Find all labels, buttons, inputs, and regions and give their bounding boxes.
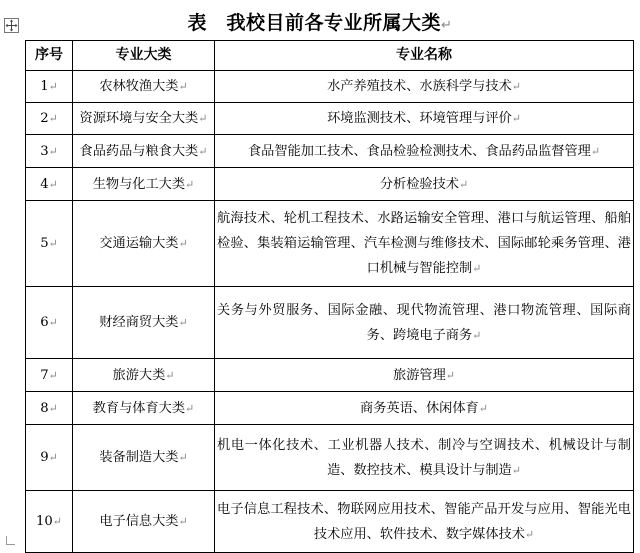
row-no-cell[interactable] xyxy=(26,168,73,201)
table-row xyxy=(26,168,634,201)
paragraph-mark-icon: ↵ xyxy=(48,451,58,464)
paragraph-mark-icon: ↵ xyxy=(48,401,58,415)
paragraph-mark-icon: ↵ xyxy=(441,18,453,33)
row-majors-cell[interactable] xyxy=(215,287,634,359)
row-no-cell[interactable] xyxy=(26,71,73,103)
row-category-cell[interactable] xyxy=(73,103,215,135)
row-category-cell[interactable] xyxy=(73,359,215,392)
paragraph-mark-icon: ↵ xyxy=(178,237,188,250)
paragraph-mark-icon: ↵ xyxy=(185,401,195,415)
table-row xyxy=(26,201,634,287)
row-no-cell[interactable] xyxy=(26,491,73,553)
row-category-text: 交通运输大类 xyxy=(99,236,179,251)
row-no-text: 9 xyxy=(40,450,49,465)
paragraph-mark-icon: ↵ xyxy=(48,368,58,382)
row-no-text: 10 xyxy=(36,514,53,529)
paragraph-mark-icon: ↵ xyxy=(48,144,58,158)
row-majors-cell[interactable] xyxy=(215,392,634,425)
row-majors-cell[interactable] xyxy=(215,201,634,287)
paragraph-mark-icon: ↵ xyxy=(178,80,188,93)
row-no-text: 7 xyxy=(40,367,49,383)
header-majors[interactable]: 专业名称 xyxy=(215,41,634,71)
row-category-cell[interactable] xyxy=(73,392,215,425)
row-category-text: 资源环境与安全大类 xyxy=(79,111,199,126)
paragraph-mark-icon: ↵ xyxy=(524,527,535,541)
paragraph-mark-icon: ↵ xyxy=(478,401,488,415)
paragraph-mark-icon: ↵ xyxy=(178,451,188,464)
row-majors-cell[interactable] xyxy=(215,135,634,168)
row-no-cell[interactable] xyxy=(26,201,73,287)
table-body xyxy=(26,71,634,553)
row-majors-text: 旅游管理 xyxy=(393,367,446,383)
row-category-text: 电子信息大类 xyxy=(99,514,179,529)
row-no-cell[interactable] xyxy=(26,103,73,135)
header-no[interactable]: 序号 xyxy=(26,41,73,71)
row-no-text: 2 xyxy=(40,111,49,126)
row-no-text: 6 xyxy=(40,315,49,330)
paragraph-mark-icon: ↵ xyxy=(198,112,208,125)
row-category-text: 农林牧渔大类 xyxy=(99,79,179,94)
row-majors-text: 机电一体化技术、工业机器人技术、制冷与空调技术、机械设计与制造、数控技术、模具设计与制造 xyxy=(217,437,631,478)
row-category-cell[interactable] xyxy=(73,425,215,491)
title-text: 表 我校目前各专业所属大类 xyxy=(187,12,442,34)
row-category-cell[interactable] xyxy=(73,168,215,201)
row-category-text: 生物与化工大类 xyxy=(92,176,186,192)
paragraph-mark-icon: ↵ xyxy=(48,177,58,191)
row-category-text: 食品药品与粮食大类 xyxy=(79,143,199,159)
paragraph-mark-icon: ↵ xyxy=(472,262,482,275)
paragraph-mark-icon: ↵ xyxy=(48,80,58,93)
row-no-cell[interactable] xyxy=(26,392,73,425)
row-majors-cell[interactable] xyxy=(215,425,634,491)
table-row xyxy=(26,103,634,135)
row-majors-text: 水产养殖技术、水族科学与技术 xyxy=(327,79,512,94)
row-no-cell[interactable] xyxy=(26,135,73,168)
row-no-cell[interactable] xyxy=(26,359,73,392)
row-no-text: 1 xyxy=(40,79,49,94)
majors-table xyxy=(25,40,634,553)
paragraph-mark-icon: ↵ xyxy=(511,112,521,125)
row-category-cell[interactable] xyxy=(73,287,215,359)
paragraph-mark-icon: ↵ xyxy=(165,368,175,382)
row-majors-text: 关务与外贸服务、国际金融、现代物流管理、港口物流管理、国际商务、跨境电子商务 xyxy=(217,302,631,343)
row-no-text: 5 xyxy=(40,236,49,251)
paragraph-mark-icon: ↵ xyxy=(48,316,58,329)
table-header-row xyxy=(26,41,634,71)
row-majors-cell[interactable] xyxy=(215,359,634,392)
row-majors-text: 电子信息工程技术、物联网应用技术、智能产品开发与应用、智能光电技术应用、软件技术、数字媒体技术 xyxy=(217,501,631,542)
paragraph-mark-icon: ↵ xyxy=(511,80,521,93)
row-category-text: 教育与体育大类 xyxy=(92,400,186,416)
row-no-text: 3 xyxy=(40,143,49,159)
row-no-cell[interactable] xyxy=(26,287,73,359)
row-category-text: 装备制造大类 xyxy=(99,450,179,465)
row-majors-text: 商务英语、休闲体育 xyxy=(360,400,479,416)
row-category-text: 财经商贸大类 xyxy=(99,315,179,330)
paragraph-mark-icon: ↵ xyxy=(198,144,208,158)
paragraph-mark-icon: ↵ xyxy=(590,144,601,158)
row-majors-text: 环境监测技术、环境管理与评价 xyxy=(327,111,512,126)
table-row xyxy=(26,425,634,491)
table-row xyxy=(26,71,634,103)
end-of-cell-icon xyxy=(6,536,15,545)
row-majors-cell[interactable] xyxy=(215,168,634,201)
row-majors-cell[interactable] xyxy=(215,71,634,103)
row-category-cell[interactable] xyxy=(73,491,215,553)
paragraph-mark-icon: ↵ xyxy=(48,112,58,125)
paragraph-mark-icon: ↵ xyxy=(178,316,188,329)
table-row xyxy=(26,135,634,168)
paragraph-mark-icon: ↵ xyxy=(445,368,455,382)
document-title xyxy=(0,8,640,35)
paragraph-mark-icon: ↵ xyxy=(52,515,62,528)
row-no-text: 4 xyxy=(40,176,49,192)
row-majors-text: 食品智能加工技术、食品检验检测技术、食品药品监督管理 xyxy=(247,143,591,159)
row-no-cell[interactable] xyxy=(26,425,73,491)
row-no-text: 8 xyxy=(40,400,49,416)
paragraph-mark-icon: ↵ xyxy=(178,515,188,528)
table-row xyxy=(26,392,634,425)
paragraph-mark-icon: ↵ xyxy=(458,177,469,191)
paragraph-mark-icon: ↵ xyxy=(185,177,195,191)
row-category-text: 旅游大类 xyxy=(112,367,166,383)
table-row xyxy=(26,287,634,359)
row-majors-text: 分析检验技术 xyxy=(379,176,459,192)
table-row xyxy=(26,359,634,392)
paragraph-mark-icon: ↵ xyxy=(511,463,521,477)
row-majors-cell[interactable] xyxy=(215,103,634,135)
paragraph-mark-icon: ↵ xyxy=(48,237,58,250)
header-category[interactable]: 专业大类 xyxy=(73,41,215,71)
row-category-cell[interactable] xyxy=(73,201,215,287)
table-row xyxy=(26,491,634,553)
row-category-cell[interactable] xyxy=(73,71,215,103)
row-majors-cell[interactable] xyxy=(215,491,634,553)
paragraph-mark-icon: ↵ xyxy=(472,328,482,342)
row-majors-text: 航海技术、轮机工程技术、水路运输安全管理、港口与航运管理、船舶检验、集装箱运输管理、汽车检测与维修技术、国际邮轮乘务管理、港口机械与智能控制 xyxy=(217,211,631,276)
row-category-cell[interactable] xyxy=(73,135,215,168)
